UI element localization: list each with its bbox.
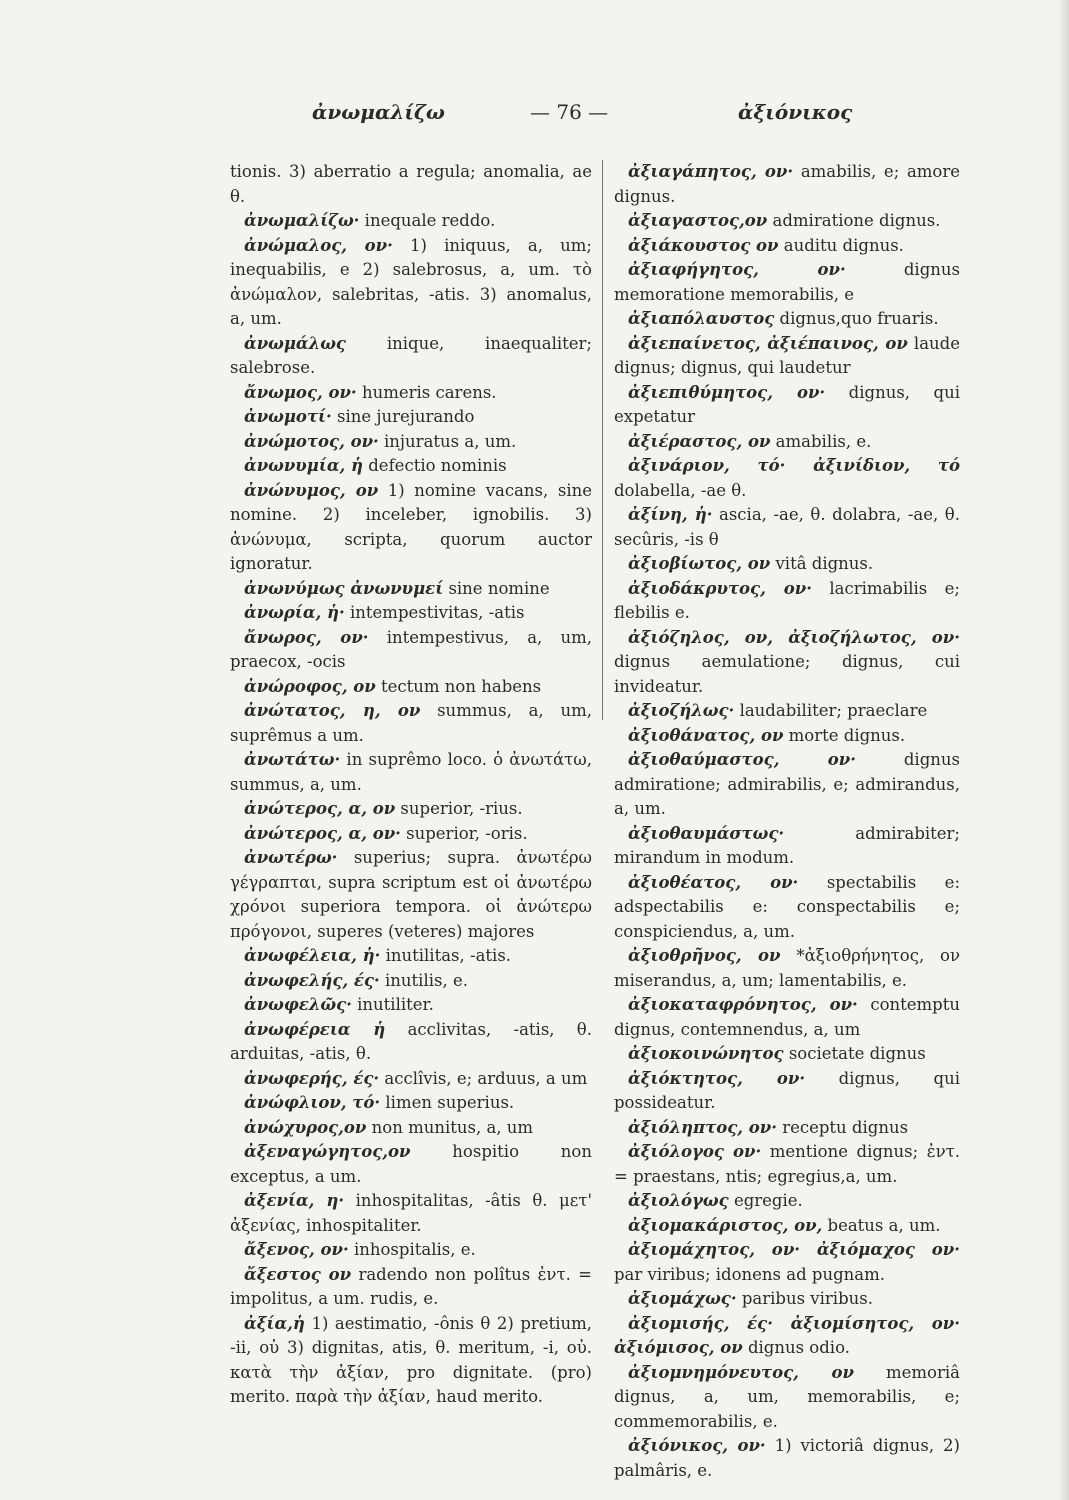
entry-definition: dignus aemulatione; dignus, cui invideatur. (614, 652, 960, 696)
entry-definition: contemptu dignus, contemnendus, a, um (614, 995, 960, 1039)
page-number: — 76 — (530, 100, 609, 124)
dictionary-entry (614, 258, 960, 307)
entry-headword: ἀξιόληπτος, ον· (628, 1117, 777, 1137)
entry-definition: non munitus, a, um (371, 1117, 534, 1137)
entry-definition: societate dignus (788, 1044, 926, 1063)
dictionary-entry (230, 626, 592, 675)
entry-definition: 1) victoriâ dignus, 2) palmâris, e. (614, 1436, 960, 1480)
entry-definition: injuratus a, um. (384, 431, 517, 451)
entry-definition: summus, a, um, suprêmus a um. (230, 701, 592, 745)
entry-headword: ἀξιέραστος, ον (628, 431, 771, 451)
entry-headword: ἀνωνύμως ἀνωνυμεί (244, 578, 444, 598)
entry-definition: *ἀξιοθρήνητος, ον miserandus, a, um; lamentabilis, e. (614, 946, 960, 990)
dictionary-entry (230, 699, 592, 748)
entry-headword: ἀνώτερος, α, ον· (244, 823, 401, 843)
entry-headword: ἀξιομάχως· (628, 1289, 737, 1308)
dictionary-entry (230, 160, 592, 209)
dictionary-entry (614, 1434, 960, 1483)
entry-definition: amabilis, e. (775, 431, 872, 451)
entry-headword: ἀξιαφήγητος, ον· (628, 260, 846, 279)
entry-definition: 1) nomine vacans, sine nomine. 2) inceleber, ignobilis. 3) ἀνώνυμα, scripta, quorum auctor ignoratur. (230, 480, 592, 573)
entry-definition: inutilitas, -atis. (385, 946, 512, 965)
dictionary-entry (614, 160, 960, 209)
dictionary-entry (230, 601, 592, 626)
dictionary-entry (614, 1312, 960, 1361)
entry-definition: dignus, qui possideatur. (614, 1068, 960, 1112)
entry-headword: ἀξιοκοινώνητος (628, 1044, 784, 1063)
entry-headword: ἀξιοδάκρυτος, ον· (628, 578, 812, 598)
dictionary-entry (230, 993, 592, 1018)
entry-definition: inique, inaequaliter; salebrose. (230, 333, 592, 377)
entry-definition: memoriâ dignus, a, um, memorabilis, e; commemorabilis, e. (614, 1362, 960, 1431)
entry-definition: paribus viribus. (741, 1289, 873, 1308)
entry-headword: ἀξιομακάριστος, ον, (628, 1215, 823, 1235)
entry-definition: inutiliter. (357, 995, 434, 1014)
entry-headword: ἄνωρος, ον· (244, 627, 369, 647)
dictionary-entry (230, 797, 592, 822)
entry-headword: ἀξιαγαστος,ον (628, 211, 768, 230)
dictionary-entry (230, 405, 592, 430)
entry-definition: morte dignus. (788, 725, 906, 745)
entry-headword: ἀξιοθαύμαστος, ον· (628, 750, 857, 769)
dictionary-entry (614, 822, 960, 871)
entry-headword: ἀξιοκαταφρόνητος, ον· (628, 995, 858, 1014)
entry-headword: ἀξιοθέατος, ον· (628, 872, 799, 892)
right-column (614, 160, 960, 1483)
dictionary-entry (614, 234, 960, 259)
entry-headword: ἀνωφέρεια ἡ (244, 1019, 386, 1039)
dictionary-entry (614, 1116, 960, 1141)
entry-definition: acclîvis, e; arduus, a um (384, 1068, 588, 1088)
entry-definition: inhospitalitas, -âtis θ. μετ' ἀξενίας, inhospitaliter. (230, 1191, 592, 1235)
dictionary-entry (230, 454, 592, 479)
entry-definition: inhospitalis, e. (353, 1240, 476, 1259)
dictionary-entry (614, 699, 960, 724)
entry-definition: lacrimabilis e; flebilis e. (614, 578, 960, 622)
entry-headword: ἄνωμος, ον· (244, 382, 357, 402)
header-right-guide-word: ἀξιόνικος (738, 100, 853, 124)
dictionary-entry (614, 454, 960, 503)
entry-headword: ἀξενία, η· (244, 1191, 345, 1210)
dictionary-entry (614, 1238, 960, 1287)
dictionary-entry (614, 1189, 960, 1214)
dictionary-entry (614, 1214, 960, 1239)
dictionary-entry (230, 1116, 592, 1141)
entry-headword: ἀνωφελῶς· (244, 995, 352, 1014)
dictionary-entry (614, 626, 960, 700)
entry-headword: ἄξεστος ον (244, 1264, 352, 1284)
dictionary-entry (614, 332, 960, 381)
entry-definition: intempestivus, a, um, praecox, -ocis (230, 627, 592, 671)
entry-headword: ἀνώχυρος,ον (244, 1117, 367, 1137)
entry-definition: radendo non polîtus ἐντ. = impolitus, a um. rudis, e. (230, 1264, 592, 1308)
dictionary-entry (614, 993, 960, 1042)
entry-definition: sine nomine (448, 578, 550, 598)
entry-definition: dignus admiratione; admirabilis, e; admirandus, a, um. (614, 750, 960, 818)
entry-definition: sine jurejurando (337, 407, 475, 426)
dictionary-entry (230, 969, 592, 994)
dictionary-entry (614, 724, 960, 749)
entry-headword: ἀνωφερής, ές· (244, 1068, 380, 1088)
dictionary-entry (230, 430, 592, 455)
entry-headword: ἀξιοθάνατος, ον (628, 725, 784, 745)
entry-definition: receptu dignus (782, 1117, 909, 1137)
entry-definition: intempestivitas, -atis (350, 603, 525, 622)
entry-headword: ἀνωτέρω· (244, 848, 338, 867)
entry-headword: ἀξίνη, ἡ· (628, 505, 713, 524)
entry-definition: ascia, -ae, θ. dolabra, -ae, θ. secûris, -is θ (614, 505, 960, 549)
entry-headword: ἀξιόνικος, ον· (628, 1436, 766, 1455)
entry-definition: superior, -oris. (406, 823, 528, 843)
dictionary-entry (230, 1189, 592, 1238)
entry-headword: ἀνωρία, ἡ· (244, 603, 345, 622)
dictionary-entry (614, 944, 960, 993)
dictionary-entry (230, 1312, 592, 1410)
entry-headword: ἀξιεπιθύμητος, ον· (628, 382, 826, 402)
dictionary-entry (614, 748, 960, 822)
entry-headword: ἀνωμαλίζω· (244, 211, 360, 230)
entry-headword: ἀξεναγώγητος,ον (244, 1142, 411, 1161)
entry-headword: ἀξιεπαίνετος, ἀξιέπαινος, ον (628, 333, 908, 353)
entry-definition: vitâ dignus. (775, 554, 874, 573)
page-header (0, 100, 1069, 140)
dictionary-entry (230, 1238, 592, 1263)
entry-headword: ἀξιαγάπητος, ον· (628, 162, 794, 181)
entry-definition: egregie. (733, 1191, 803, 1210)
entry-headword: ἀξιόλογος ον· (628, 1142, 762, 1161)
entry-definition: tionis. 3) aberratio a regula; anomalia, ae θ. (230, 162, 592, 206)
dictionary-entry (230, 1140, 592, 1189)
entry-definition: spectabilis e: adspectabilis e: conspectabilis e; conspiciendus, a, um. (614, 872, 961, 941)
dictionary-entry (614, 430, 960, 455)
entry-headword: ἀνώνυμος, ον (244, 480, 379, 500)
dictionary-entry (230, 675, 592, 700)
entry-headword: ἀξιολόγως (628, 1191, 729, 1210)
entry-definition: amabilis, e; amore dignus. (614, 162, 961, 206)
entry-headword: ἀξία,ἡ (244, 1313, 305, 1333)
entry-headword: ἀξιοβίωτος, ον (628, 554, 771, 573)
dictionary-entry (230, 381, 592, 406)
entry-headword: ἀξιόκτητος, ον· (628, 1068, 806, 1088)
dictionary-entry (614, 1042, 960, 1067)
dictionary-entry (614, 871, 960, 945)
entry-headword: ἀξιόζηλος, ον, ἀξιοζήλωτος, ον· (628, 627, 960, 647)
entry-headword: ἀνώμοτος, ον· (244, 431, 379, 451)
dictionary-entry (230, 209, 592, 234)
entry-definition: superior, -rius. (400, 799, 523, 818)
entry-headword: ἀνωφέλεια, ἡ· (244, 946, 381, 965)
entry-definition: laude dignus; dignus, qui laudetur (614, 333, 960, 377)
entry-definition: acclivitas, -atis, θ. arduitas, -atis, θ. (230, 1019, 592, 1063)
entry-headword: ἀξινάριον, τό· ἀξινίδιον, τό (628, 456, 960, 475)
entry-headword: ἀξιοθαυμάστως· (628, 823, 785, 843)
dictionary-entry (230, 332, 592, 381)
entry-definition: auditu dignus. (783, 235, 904, 255)
dictionary-entry (230, 577, 592, 602)
entry-headword: ἀνώροφος, ον (244, 676, 376, 696)
entry-headword: ἀξιαπόλαυστος (628, 309, 775, 328)
entry-definition: par viribus; idonens ad pugnam. (614, 1264, 886, 1284)
dictionary-entry (230, 1263, 592, 1312)
dictionary-entry (614, 381, 960, 430)
entry-definition: limen superius. (385, 1093, 515, 1112)
entry-definition: dignus odio. (747, 1338, 850, 1357)
entry-headword: ἀνωτάτω· (244, 750, 341, 769)
entry-definition: dolabella, -ae θ. (614, 480, 747, 500)
entry-headword: ἀνώμαλος, ον· (244, 235, 393, 255)
entry-headword: ἀνωμάλως (244, 333, 346, 353)
header-left-guide-word: ἀνωμαλίζω (312, 100, 445, 124)
entry-definition: admirabiter; mirandum in modum. (614, 823, 960, 867)
dictionary-entry (614, 307, 960, 332)
dictionary-entry (230, 1091, 592, 1116)
dictionary-entry (230, 1067, 592, 1092)
column-divider (602, 160, 603, 720)
entry-definition: tectum non habens (381, 676, 542, 696)
entry-definition: beatus a, um. (827, 1215, 941, 1235)
dictionary-entry (230, 748, 592, 797)
page-edge-shadow (1058, 0, 1069, 1500)
dictionary-entry (614, 503, 960, 552)
entry-definition: superius; supra. ἀνωτέρω γέγραπται, supra scriptum est οἱ ἀνωτέρω χρόνοι superiora tempora. οἱ ἀνώτερω πρόγονοι, superes (veteres) majores (230, 848, 592, 941)
entry-definition: inequale reddo. (364, 211, 496, 230)
entry-definition: 1) iniquus, a, um; inequabilis, e 2) salebrosus, a, um. τὸ ἀνώμαλον, salebritas, -atis. 3) anomalus, a, um. (230, 235, 592, 328)
entry-definition: admiratione dignus. (772, 211, 941, 230)
dictionary-entry (614, 577, 960, 626)
entry-headword: ἀνωφελής, ές· (244, 970, 380, 990)
dictionary-entry (614, 1067, 960, 1116)
dictionary-entry (614, 552, 960, 577)
entry-definition: inutilis, e. (385, 970, 468, 990)
entry-headword: ἀξιομνημόνευτος, ον (628, 1362, 854, 1382)
dictionary-entry (614, 1287, 960, 1312)
entry-definition: 1) aestimatio, -ônis θ 2) pretium, -ii, οὐ 3) dignitas, atis, θ. meritum, -i, οὐ. κατὰ τὴν ἀξίαν, pro dignitate. (pro) merito. παρὰ τὴν ἀξίαν, haud merito. (230, 1313, 592, 1406)
entry-headword: ἄξενος, ον· (244, 1240, 349, 1259)
dictionary-entry (230, 479, 592, 577)
entry-definition: humeris carens. (361, 382, 497, 402)
entry-definition: dignus, qui expetatur (614, 382, 960, 426)
dictionary-entry (230, 1018, 592, 1067)
entry-headword: ἀξιοθρῆνος, ον (628, 946, 781, 965)
entry-headword: ἀνώφλιον, τό· (244, 1093, 381, 1112)
entry-definition: dignus,quo fruaris. (779, 309, 939, 328)
entry-definition: laudabiliter; praeclare (739, 701, 928, 720)
dictionary-entry (230, 822, 592, 847)
entry-headword: ἀνωνυμία, ἡ (244, 456, 363, 475)
dictionary-entry (230, 234, 592, 332)
entry-headword: ἀξιάκουστος ον (628, 235, 779, 255)
entry-definition: dignus memoratione memorabilis, e (614, 260, 960, 304)
entry-headword: ἀξιοζήλως· (628, 701, 735, 720)
entry-headword: ἀνώτερος, α, ον (244, 799, 396, 818)
entry-definition: mentione dignus; ἐντ. = praestans, ntis; egregius,a, um. (614, 1142, 960, 1186)
entry-definition: defectio nominis (368, 456, 507, 475)
entry-headword: ἀνωμοτί· (244, 407, 332, 426)
dictionary-entry (614, 1361, 960, 1435)
dictionary-entry (614, 209, 960, 234)
entry-headword: ἀξιομάχητος, ον· ἀξιόμαχος ον· (628, 1240, 960, 1259)
dictionary-entry (230, 944, 592, 969)
entry-headword: ἀξιομισής, ές· ἀξιομίσητος, ον· ἀξιόμισος, ον (614, 1313, 960, 1357)
entry-definition: hospitio non exceptus, a um. (230, 1142, 592, 1186)
left-column (230, 160, 592, 1410)
dictionary-entry (614, 1140, 960, 1189)
entry-headword: ἀνώτατος, η, ον (244, 701, 421, 720)
dictionary-entry (230, 846, 592, 944)
entry-definition: in suprêmo loco. ὁ ἀνωτάτω, summus, a, um. (230, 750, 592, 794)
